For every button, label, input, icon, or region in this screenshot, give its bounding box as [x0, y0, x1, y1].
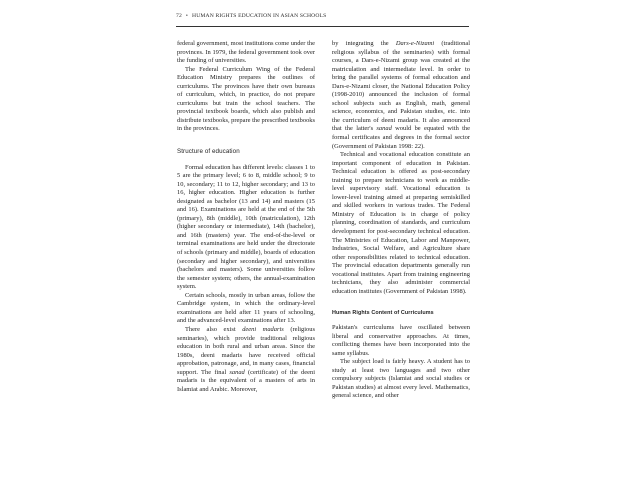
text-run: would be equated with the formal certificates and degrees in the formal sector (Government of Pakistan 1998: 22).: [332, 125, 470, 150]
paragraph: [177, 326, 315, 394]
running-head-bullet: •: [185, 13, 189, 19]
running-head-title: HUMAN RIGHTS EDUCATION IN ASIAN SCHOOLS: [192, 13, 327, 19]
paragraph: The subject load is fairly heavy. A student has to study at least two languages and two other compulsory subjects (Islamiat and social studies or Pakistan studies) at almost every level. Mathematics, general science, and other: [332, 358, 470, 400]
page-number: 72: [176, 13, 182, 19]
text-run: (certificate) of the deeni madaris is the equivalent of a masters of arts in Islamiat and Arabic. Moreover,: [177, 368, 315, 393]
italic-term: sanad: [229, 368, 245, 376]
section-heading: Human Rights Content of Curriculums: [332, 310, 434, 317]
section-heading: Structure of education: [177, 148, 240, 156]
header-rule: [176, 26, 469, 27]
paragraph: The Federal Curriculum Wing of the Federal Education Ministry prepares the outlines of curriculums. The provinces have their own bureaus of curriculum, which, in practice, do not prepare curriculums but train the school teachers. The provincial textbook boards, which also publish and distribute textbooks, prepare the prescribed textbooks in the provinces.: [177, 65, 316, 133]
text-run: (traditional religious syllabus of the seminaries) with formal courses, a Dars-e-Nizami group was created at the matriculation and intermediate level. In order to bring the parallel systems of formal education and Dars-e-Nizami closer, the National Education Policy (1998-2010) announced the inclusion of formal school subjects such as English, math, general science, economics, and Pakistan studies, etc. into the curriculum of deeni madaris. It also announced that the latter's: [332, 40, 470, 133]
paragraph: Pakistan's curriculums have oscillated between liberal and conservative approaches. At times, conflicting themes have been incorporated into the same syllabus.: [332, 323, 470, 357]
italic-term: deeni madaris: [242, 325, 284, 333]
text-run: There also exist: [185, 325, 243, 333]
paragraph: federal government, most institutions come under the provinces. In 1979, the federal government took over the funding of universities.: [177, 40, 315, 65]
running-head: [176, 13, 476, 25]
italic-term: sanad: [376, 125, 392, 133]
right-column: [332, 40, 470, 401]
text-run: by integrating the: [332, 40, 396, 47]
paragraph: Technical and vocational education constitute an important component of education in Pakistan. Technical education is offered as post-secondary training to prepare technicians to work as middle-level supervisory staff. Vocational education is lower-level training aimed at preparing semiskilled and skilled workers in various trades. The Federal Ministry of Education is in charge of policy planning, coordination of standards, and curriculum development for post-secondary technical education. The Ministries of Education, Labor and Manpower, Industries, Social Welfare, and Agriculture share other responsibilities related to technical education. The provincial education departments generally run vocational institutes. Apart from training engineering technicians, they also administer commercial education institutes (Government of Pakistan 1998).: [332, 151, 470, 295]
paragraph: Formal education has different levels: classes 1 to 5 are the primary level; 6 to 8, middle school; 9 to 10, secondary; 11 to 12, higher secondary; and 13 to 16, higher education. Higher education is further designated as bachelor (13 and 14) and masters (15 and 16). Examinations are held at the end of the 5th (primary), 8th (middle), 10th (matriculation), 12th (higher secondary or intermediate), 14th (bachelor), and 16th (masters) year. The end-of-the-level or terminal examinations are held under the directorate of schools (primary and middle), boards of education (secondary and higher secondary), and universities (bachelors and masters). Some universities follow the semester system; others, the annual-examination system.: [177, 163, 315, 291]
italic-term: Dars-e-Nizami: [395, 40, 435, 47]
paragraph: Certain schools, mostly in urban areas, follow the Cambridge system, in which the ordinary-level examinations are held after 11 years of schooling, and the advanced-level examinations after 13.: [177, 291, 315, 325]
paragraph: [332, 40, 470, 151]
text-run: (religious seminaries), which provide traditional religious education in both rural and urban areas. Since the 1980s, deeni madaris have received official approbation, patronage, and, in many cases, financial support. The final: [177, 325, 315, 376]
left-column: [177, 40, 315, 394]
